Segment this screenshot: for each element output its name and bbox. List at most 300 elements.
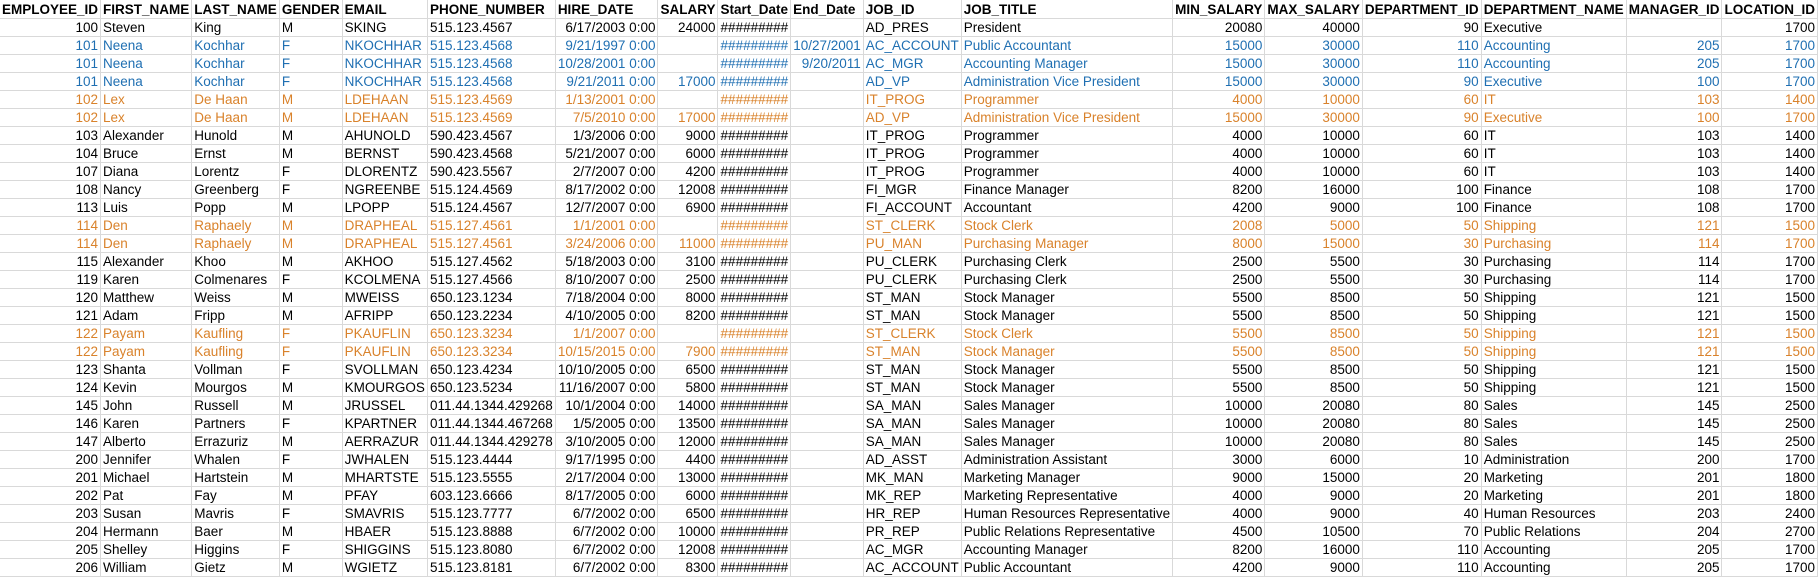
cell-max-salary[interactable]: 8500 [1265,325,1363,343]
cell-location-id[interactable]: 1700 [1722,19,1818,37]
cell-email[interactable]: DLORENTZ [342,163,427,181]
cell-hire-date[interactable]: 3/24/2006 0:00 [555,235,658,253]
cell-end-date[interactable] [791,361,864,379]
cell-manager-id[interactable]: 145 [1626,415,1722,433]
cell-employee-id[interactable]: 101 [0,73,101,91]
cell-department-id[interactable]: 80 [1362,397,1481,415]
cell-min-salary[interactable]: 4000 [1173,487,1265,505]
cell-job-title[interactable]: Purchasing Clerk [961,271,1172,289]
cell-max-salary[interactable]: 30000 [1265,55,1363,73]
cell-department-id[interactable]: 60 [1362,127,1481,145]
cell-employee-id[interactable]: 200 [0,451,101,469]
cell-email[interactable]: WGIETZ [342,559,427,577]
cell-gender[interactable]: F [279,181,342,199]
cell-employee-id[interactable]: 205 [0,541,101,559]
cell-min-salary[interactable]: 3000 [1173,451,1265,469]
cell-salary[interactable]: 6500 [658,505,718,523]
cell-end-date[interactable] [791,469,864,487]
cell-last-name[interactable]: Partners [192,415,280,433]
cell-hire-date[interactable]: 4/10/2005 0:00 [555,307,658,325]
cell-department-name[interactable]: Shipping [1481,343,1626,361]
cell-hire-date[interactable]: 9/21/1997 0:00 [555,37,658,55]
cell-job-id[interactable]: PU_MAN [863,235,961,253]
cell-start-date[interactable]: ######### [718,379,791,397]
cell-gender[interactable]: M [279,235,342,253]
cell-department-name[interactable]: Shipping [1481,307,1626,325]
cell-first-name[interactable]: Karen [101,415,192,433]
cell-manager-id[interactable]: 108 [1626,181,1722,199]
cell-salary[interactable]: 6900 [658,199,718,217]
cell-department-name[interactable]: Marketing [1481,487,1626,505]
cell-employee-id[interactable]: 122 [0,325,101,343]
cell-hire-date[interactable]: 9/21/2011 0:00 [555,73,658,91]
cell-min-salary[interactable]: 8000 [1173,235,1265,253]
cell-max-salary[interactable]: 10000 [1265,145,1363,163]
cell-last-name[interactable]: Lorentz [192,163,280,181]
cell-last-name[interactable]: De Haan [192,91,280,109]
cell-start-date[interactable]: ######### [718,37,791,55]
cell-department-name[interactable]: Shipping [1481,379,1626,397]
cell-hire-date[interactable]: 7/5/2010 0:00 [555,109,658,127]
cell-gender[interactable]: M [279,109,342,127]
cell-job-id[interactable]: MK_MAN [863,469,961,487]
cell-hire-date[interactable]: 6/7/2002 0:00 [555,505,658,523]
cell-manager-id[interactable]: 114 [1626,235,1722,253]
cell-job-title[interactable]: Stock Manager [961,361,1172,379]
cell-employee-id[interactable]: 202 [0,487,101,505]
cell-hire-date[interactable]: 7/18/2004 0:00 [555,289,658,307]
cell-max-salary[interactable]: 5500 [1265,271,1363,289]
cell-department-name[interactable]: IT [1481,91,1626,109]
cell-start-date[interactable]: ######### [718,343,791,361]
cell-gender[interactable]: M [279,433,342,451]
cell-first-name[interactable]: William [101,559,192,577]
cell-start-date[interactable]: ######### [718,487,791,505]
cell-hire-date[interactable]: 8/10/2007 0:00 [555,271,658,289]
cell-department-name[interactable]: Executive [1481,109,1626,127]
cell-first-name[interactable]: Jennifer [101,451,192,469]
cell-department-id[interactable]: 10 [1362,451,1481,469]
cell-employee-id[interactable]: 102 [0,91,101,109]
cell-end-date[interactable] [791,415,864,433]
cell-location-id[interactable]: 1800 [1722,487,1818,505]
cell-job-title[interactable]: Stock Manager [961,307,1172,325]
cell-email[interactable]: MWEISS [342,289,427,307]
cell-email[interactable]: NGREENBE [342,181,427,199]
cell-end-date[interactable] [791,325,864,343]
column-header-employee-id[interactable]: EMPLOYEE_ID [0,0,101,19]
cell-max-salary[interactable]: 10000 [1265,91,1363,109]
cell-department-id[interactable]: 110 [1362,37,1481,55]
cell-gender[interactable]: M [279,523,342,541]
cell-manager-id[interactable]: 100 [1626,109,1722,127]
cell-start-date[interactable]: ######### [718,127,791,145]
cell-department-id[interactable]: 20 [1362,469,1481,487]
cell-job-id[interactable]: IT_PROG [863,127,961,145]
cell-job-id[interactable]: PU_CLERK [863,271,961,289]
cell-min-salary[interactable]: 9000 [1173,469,1265,487]
cell-location-id[interactable]: 1700 [1722,541,1818,559]
cell-job-title[interactable]: Accounting Manager [961,55,1172,73]
cell-end-date[interactable] [791,73,864,91]
cell-department-id[interactable]: 40 [1362,505,1481,523]
cell-gender[interactable]: F [279,55,342,73]
cell-last-name[interactable]: Fripp [192,307,280,325]
cell-last-name[interactable]: Mourgos [192,379,280,397]
cell-job-title[interactable]: Purchasing Manager [961,235,1172,253]
cell-phone-number[interactable]: 011.44.1344.467268 [427,415,555,433]
cell-manager-id[interactable]: 145 [1626,433,1722,451]
cell-max-salary[interactable]: 6000 [1265,451,1363,469]
cell-phone-number[interactable]: 590.423.4568 [427,145,555,163]
cell-min-salary[interactable]: 4200 [1173,559,1265,577]
cell-job-title[interactable]: Finance Manager [961,181,1172,199]
cell-department-name[interactable]: Purchasing [1481,253,1626,271]
cell-department-id[interactable]: 90 [1362,109,1481,127]
cell-hire-date[interactable]: 10/1/2004 0:00 [555,397,658,415]
cell-last-name[interactable]: Mavris [192,505,280,523]
cell-job-id[interactable]: IT_PROG [863,91,961,109]
cell-gender[interactable]: F [279,451,342,469]
cell-start-date[interactable]: ######### [718,163,791,181]
column-header-min-salary[interactable]: MIN_SALARY [1173,0,1265,19]
cell-last-name[interactable]: Kaufling [192,343,280,361]
cell-manager-id[interactable]: 201 [1626,469,1722,487]
cell-email[interactable]: JWHALEN [342,451,427,469]
cell-start-date[interactable]: ######### [718,469,791,487]
cell-employee-id[interactable]: 108 [0,181,101,199]
cell-job-id[interactable]: ST_MAN [863,289,961,307]
cell-phone-number[interactable]: 650.123.3234 [427,325,555,343]
cell-email[interactable]: NKOCHHAR [342,73,427,91]
cell-salary[interactable]: 5800 [658,379,718,397]
cell-min-salary[interactable]: 2008 [1173,217,1265,235]
cell-employee-id[interactable]: 114 [0,235,101,253]
cell-department-id[interactable]: 50 [1362,307,1481,325]
cell-min-salary[interactable]: 4000 [1173,145,1265,163]
cell-location-id[interactable]: 1700 [1722,451,1818,469]
cell-location-id[interactable]: 1700 [1722,73,1818,91]
cell-job-id[interactable]: AC_ACCOUNT [863,37,961,55]
cell-manager-id[interactable]: 103 [1626,145,1722,163]
cell-manager-id[interactable]: 103 [1626,127,1722,145]
cell-department-id[interactable]: 100 [1362,199,1481,217]
cell-location-id[interactable]: 1700 [1722,181,1818,199]
cell-max-salary[interactable]: 8500 [1265,343,1363,361]
cell-manager-id[interactable] [1626,19,1722,37]
cell-department-id[interactable]: 30 [1362,235,1481,253]
cell-email[interactable]: AFRIPP [342,307,427,325]
cell-last-name[interactable]: Baer [192,523,280,541]
cell-department-id[interactable]: 30 [1362,253,1481,271]
cell-hire-date[interactable]: 2/17/2004 0:00 [555,469,658,487]
cell-gender[interactable]: M [279,127,342,145]
cell-manager-id[interactable]: 205 [1626,541,1722,559]
cell-max-salary[interactable]: 20080 [1265,397,1363,415]
column-header-email[interactable]: EMAIL [342,0,427,19]
cell-department-name[interactable]: Accounting [1481,559,1626,577]
cell-department-name[interactable]: IT [1481,163,1626,181]
cell-location-id[interactable]: 1700 [1722,199,1818,217]
cell-location-id[interactable]: 1400 [1722,163,1818,181]
cell-email[interactable]: DRAPHEAL [342,217,427,235]
cell-department-name[interactable]: Executive [1481,19,1626,37]
cell-job-id[interactable]: AD_VP [863,109,961,127]
cell-end-date[interactable] [791,523,864,541]
cell-min-salary[interactable]: 4000 [1173,91,1265,109]
cell-job-title[interactable]: Administration Vice President [961,109,1172,127]
cell-start-date[interactable]: ######### [718,505,791,523]
cell-max-salary[interactable]: 16000 [1265,541,1363,559]
cell-last-name[interactable]: Ernst [192,145,280,163]
cell-email[interactable]: LPOPP [342,199,427,217]
cell-phone-number[interactable]: 515.127.4561 [427,235,555,253]
cell-start-date[interactable]: ######### [718,73,791,91]
cell-phone-number[interactable]: 603.123.6666 [427,487,555,505]
cell-email[interactable]: DRAPHEAL [342,235,427,253]
cell-manager-id[interactable]: 114 [1626,253,1722,271]
cell-manager-id[interactable]: 201 [1626,487,1722,505]
cell-phone-number[interactable]: 515.123.4568 [427,55,555,73]
cell-min-salary[interactable]: 15000 [1173,37,1265,55]
cell-job-id[interactable]: SA_MAN [863,433,961,451]
cell-hire-date[interactable]: 8/17/2005 0:00 [555,487,658,505]
cell-email[interactable]: MHARTSTE [342,469,427,487]
cell-department-id[interactable]: 60 [1362,163,1481,181]
cell-department-name[interactable]: IT [1481,145,1626,163]
cell-job-title[interactable]: Human Resources Representative [961,505,1172,523]
cell-min-salary[interactable]: 8200 [1173,541,1265,559]
cell-job-id[interactable]: ST_CLERK [863,217,961,235]
cell-hire-date[interactable]: 10/15/2015 0:00 [555,343,658,361]
cell-department-id[interactable]: 70 [1362,523,1481,541]
cell-job-title[interactable]: Marketing Representative [961,487,1172,505]
cell-department-id[interactable]: 110 [1362,541,1481,559]
cell-manager-id[interactable]: 121 [1626,289,1722,307]
cell-gender[interactable]: M [279,487,342,505]
cell-job-id[interactable]: SA_MAN [863,415,961,433]
cell-job-title[interactable]: Sales Manager [961,433,1172,451]
cell-first-name[interactable]: Diana [101,163,192,181]
cell-location-id[interactable]: 1700 [1722,37,1818,55]
cell-first-name[interactable]: Pat [101,487,192,505]
cell-min-salary[interactable]: 5500 [1173,289,1265,307]
cell-department-id[interactable]: 30 [1362,271,1481,289]
cell-job-id[interactable]: SA_MAN [863,397,961,415]
cell-phone-number[interactable]: 011.44.1344.429278 [427,433,555,451]
column-header-start-date[interactable]: Start_Date [718,0,791,19]
cell-location-id[interactable]: 1700 [1722,235,1818,253]
cell-salary[interactable]: 17000 [658,73,718,91]
cell-salary[interactable]: 14000 [658,397,718,415]
cell-manager-id[interactable]: 205 [1626,559,1722,577]
cell-department-name[interactable]: Purchasing [1481,235,1626,253]
cell-salary[interactable]: 12008 [658,181,718,199]
cell-email[interactable]: AKHOO [342,253,427,271]
cell-manager-id[interactable]: 205 [1626,55,1722,73]
cell-job-id[interactable]: ST_MAN [863,343,961,361]
cell-location-id[interactable]: 1800 [1722,469,1818,487]
cell-gender[interactable]: M [279,307,342,325]
cell-last-name[interactable]: Errazuriz [192,433,280,451]
cell-end-date[interactable] [791,433,864,451]
cell-first-name[interactable]: Matthew [101,289,192,307]
cell-department-name[interactable]: Shipping [1481,289,1626,307]
cell-start-date[interactable]: ######### [718,541,791,559]
cell-end-date[interactable] [791,163,864,181]
cell-employee-id[interactable]: 115 [0,253,101,271]
cell-phone-number[interactable]: 515.127.4566 [427,271,555,289]
cell-salary[interactable]: 4200 [658,163,718,181]
cell-department-id[interactable]: 110 [1362,55,1481,73]
cell-last-name[interactable]: Gietz [192,559,280,577]
cell-hire-date[interactable]: 1/1/2007 0:00 [555,325,658,343]
column-header-max-salary[interactable]: MAX_SALARY [1265,0,1363,19]
cell-phone-number[interactable]: 515.124.4567 [427,199,555,217]
cell-manager-id[interactable]: 108 [1626,199,1722,217]
cell-last-name[interactable]: Vollman [192,361,280,379]
cell-department-name[interactable]: Executive [1481,73,1626,91]
cell-manager-id[interactable]: 121 [1626,325,1722,343]
cell-department-id[interactable]: 50 [1362,325,1481,343]
cell-first-name[interactable]: Susan [101,505,192,523]
cell-department-id[interactable]: 50 [1362,343,1481,361]
cell-phone-number[interactable]: 515.127.4561 [427,217,555,235]
cell-max-salary[interactable]: 8500 [1265,361,1363,379]
cell-email[interactable]: LDEHAAN [342,109,427,127]
cell-last-name[interactable]: Kochhar [192,73,280,91]
cell-job-title[interactable]: Programmer [961,91,1172,109]
cell-first-name[interactable]: John [101,397,192,415]
cell-min-salary[interactable]: 20080 [1173,19,1265,37]
cell-max-salary[interactable]: 15000 [1265,235,1363,253]
cell-job-title[interactable]: Sales Manager [961,397,1172,415]
cell-email[interactable]: JRUSSEL [342,397,427,415]
cell-department-id[interactable]: 80 [1362,415,1481,433]
cell-department-id[interactable]: 90 [1362,19,1481,37]
cell-last-name[interactable]: Russell [192,397,280,415]
cell-first-name[interactable]: Steven [101,19,192,37]
cell-phone-number[interactable]: 590.423.5567 [427,163,555,181]
cell-job-id[interactable]: MK_REP [863,487,961,505]
cell-max-salary[interactable]: 8500 [1265,307,1363,325]
cell-min-salary[interactable]: 4000 [1173,505,1265,523]
cell-first-name[interactable]: Payam [101,325,192,343]
cell-first-name[interactable]: Neena [101,73,192,91]
cell-start-date[interactable]: ######### [718,181,791,199]
cell-min-salary[interactable]: 8200 [1173,181,1265,199]
cell-employee-id[interactable]: 103 [0,127,101,145]
cell-job-id[interactable]: ST_MAN [863,307,961,325]
cell-phone-number[interactable]: 515.123.4569 [427,91,555,109]
cell-manager-id[interactable]: 145 [1626,397,1722,415]
cell-email[interactable]: KPARTNER [342,415,427,433]
cell-max-salary[interactable]: 10500 [1265,523,1363,541]
cell-hire-date[interactable]: 6/7/2002 0:00 [555,523,658,541]
cell-salary[interactable]: 10000 [658,523,718,541]
cell-phone-number[interactable]: 590.423.4567 [427,127,555,145]
cell-min-salary[interactable]: 5500 [1173,343,1265,361]
cell-first-name[interactable]: Nancy [101,181,192,199]
cell-salary[interactable]: 2500 [658,271,718,289]
cell-location-id[interactable]: 1700 [1722,559,1818,577]
cell-location-id[interactable]: 1700 [1722,109,1818,127]
cell-gender[interactable]: M [279,199,342,217]
cell-job-id[interactable]: PU_CLERK [863,253,961,271]
cell-start-date[interactable]: ######### [718,397,791,415]
cell-employee-id[interactable]: 100 [0,19,101,37]
cell-location-id[interactable]: 1500 [1722,307,1818,325]
cell-department-name[interactable]: Administration [1481,451,1626,469]
cell-last-name[interactable]: Greenberg [192,181,280,199]
cell-phone-number[interactable]: 515.123.8888 [427,523,555,541]
cell-last-name[interactable]: Fay [192,487,280,505]
cell-salary[interactable]: 24000 [658,19,718,37]
cell-min-salary[interactable]: 4500 [1173,523,1265,541]
cell-job-id[interactable]: AC_MGR [863,55,961,73]
cell-end-date[interactable] [791,19,864,37]
cell-manager-id[interactable]: 203 [1626,505,1722,523]
cell-hire-date[interactable]: 6/7/2002 0:00 [555,541,658,559]
cell-department-name[interactable]: Accounting [1481,541,1626,559]
cell-first-name[interactable]: Neena [101,37,192,55]
cell-department-name[interactable]: Shipping [1481,361,1626,379]
cell-job-title[interactable]: Public Relations Representative [961,523,1172,541]
cell-job-id[interactable]: ST_MAN [863,379,961,397]
cell-hire-date[interactable]: 9/17/1995 0:00 [555,451,658,469]
cell-min-salary[interactable]: 10000 [1173,433,1265,451]
cell-first-name[interactable]: Michael [101,469,192,487]
cell-job-id[interactable]: AC_ACCOUNT [863,559,961,577]
cell-employee-id[interactable]: 146 [0,415,101,433]
cell-salary[interactable]: 11000 [658,235,718,253]
cell-phone-number[interactable]: 650.123.3234 [427,343,555,361]
column-header-salary[interactable]: SALARY [658,0,718,19]
cell-first-name[interactable]: Shelley [101,541,192,559]
column-header-hire-date[interactable]: HIRE_DATE [555,0,658,19]
cell-hire-date[interactable]: 5/21/2007 0:00 [555,145,658,163]
cell-start-date[interactable]: ######### [718,145,791,163]
cell-gender[interactable]: F [279,541,342,559]
cell-location-id[interactable]: 1400 [1722,145,1818,163]
cell-last-name[interactable]: Kochhar [192,55,280,73]
cell-max-salary[interactable]: 8500 [1265,379,1363,397]
cell-manager-id[interactable]: 121 [1626,379,1722,397]
cell-manager-id[interactable]: 103 [1626,91,1722,109]
cell-phone-number[interactable]: 650.123.5234 [427,379,555,397]
cell-department-name[interactable]: Accounting [1481,37,1626,55]
cell-email[interactable]: NKOCHHAR [342,55,427,73]
cell-end-date[interactable] [791,559,864,577]
cell-first-name[interactable]: Den [101,235,192,253]
cell-hire-date[interactable]: 11/16/2007 0:00 [555,379,658,397]
cell-phone-number[interactable]: 515.123.4568 [427,73,555,91]
cell-first-name[interactable]: Adam [101,307,192,325]
cell-department-name[interactable]: Shipping [1481,217,1626,235]
cell-email[interactable]: PKAUFLIN [342,343,427,361]
cell-department-id[interactable]: 60 [1362,91,1481,109]
cell-job-title[interactable]: Stock Clerk [961,325,1172,343]
cell-manager-id[interactable]: 121 [1626,217,1722,235]
cell-max-salary[interactable]: 10000 [1265,127,1363,145]
cell-phone-number[interactable]: 515.123.7777 [427,505,555,523]
cell-phone-number[interactable]: 650.123.2234 [427,307,555,325]
column-header-location-id[interactable]: LOCATION_ID [1722,0,1818,19]
cell-employee-id[interactable]: 204 [0,523,101,541]
cell-department-name[interactable]: Marketing [1481,469,1626,487]
cell-max-salary[interactable]: 30000 [1265,109,1363,127]
cell-email[interactable]: SHIGGINS [342,541,427,559]
